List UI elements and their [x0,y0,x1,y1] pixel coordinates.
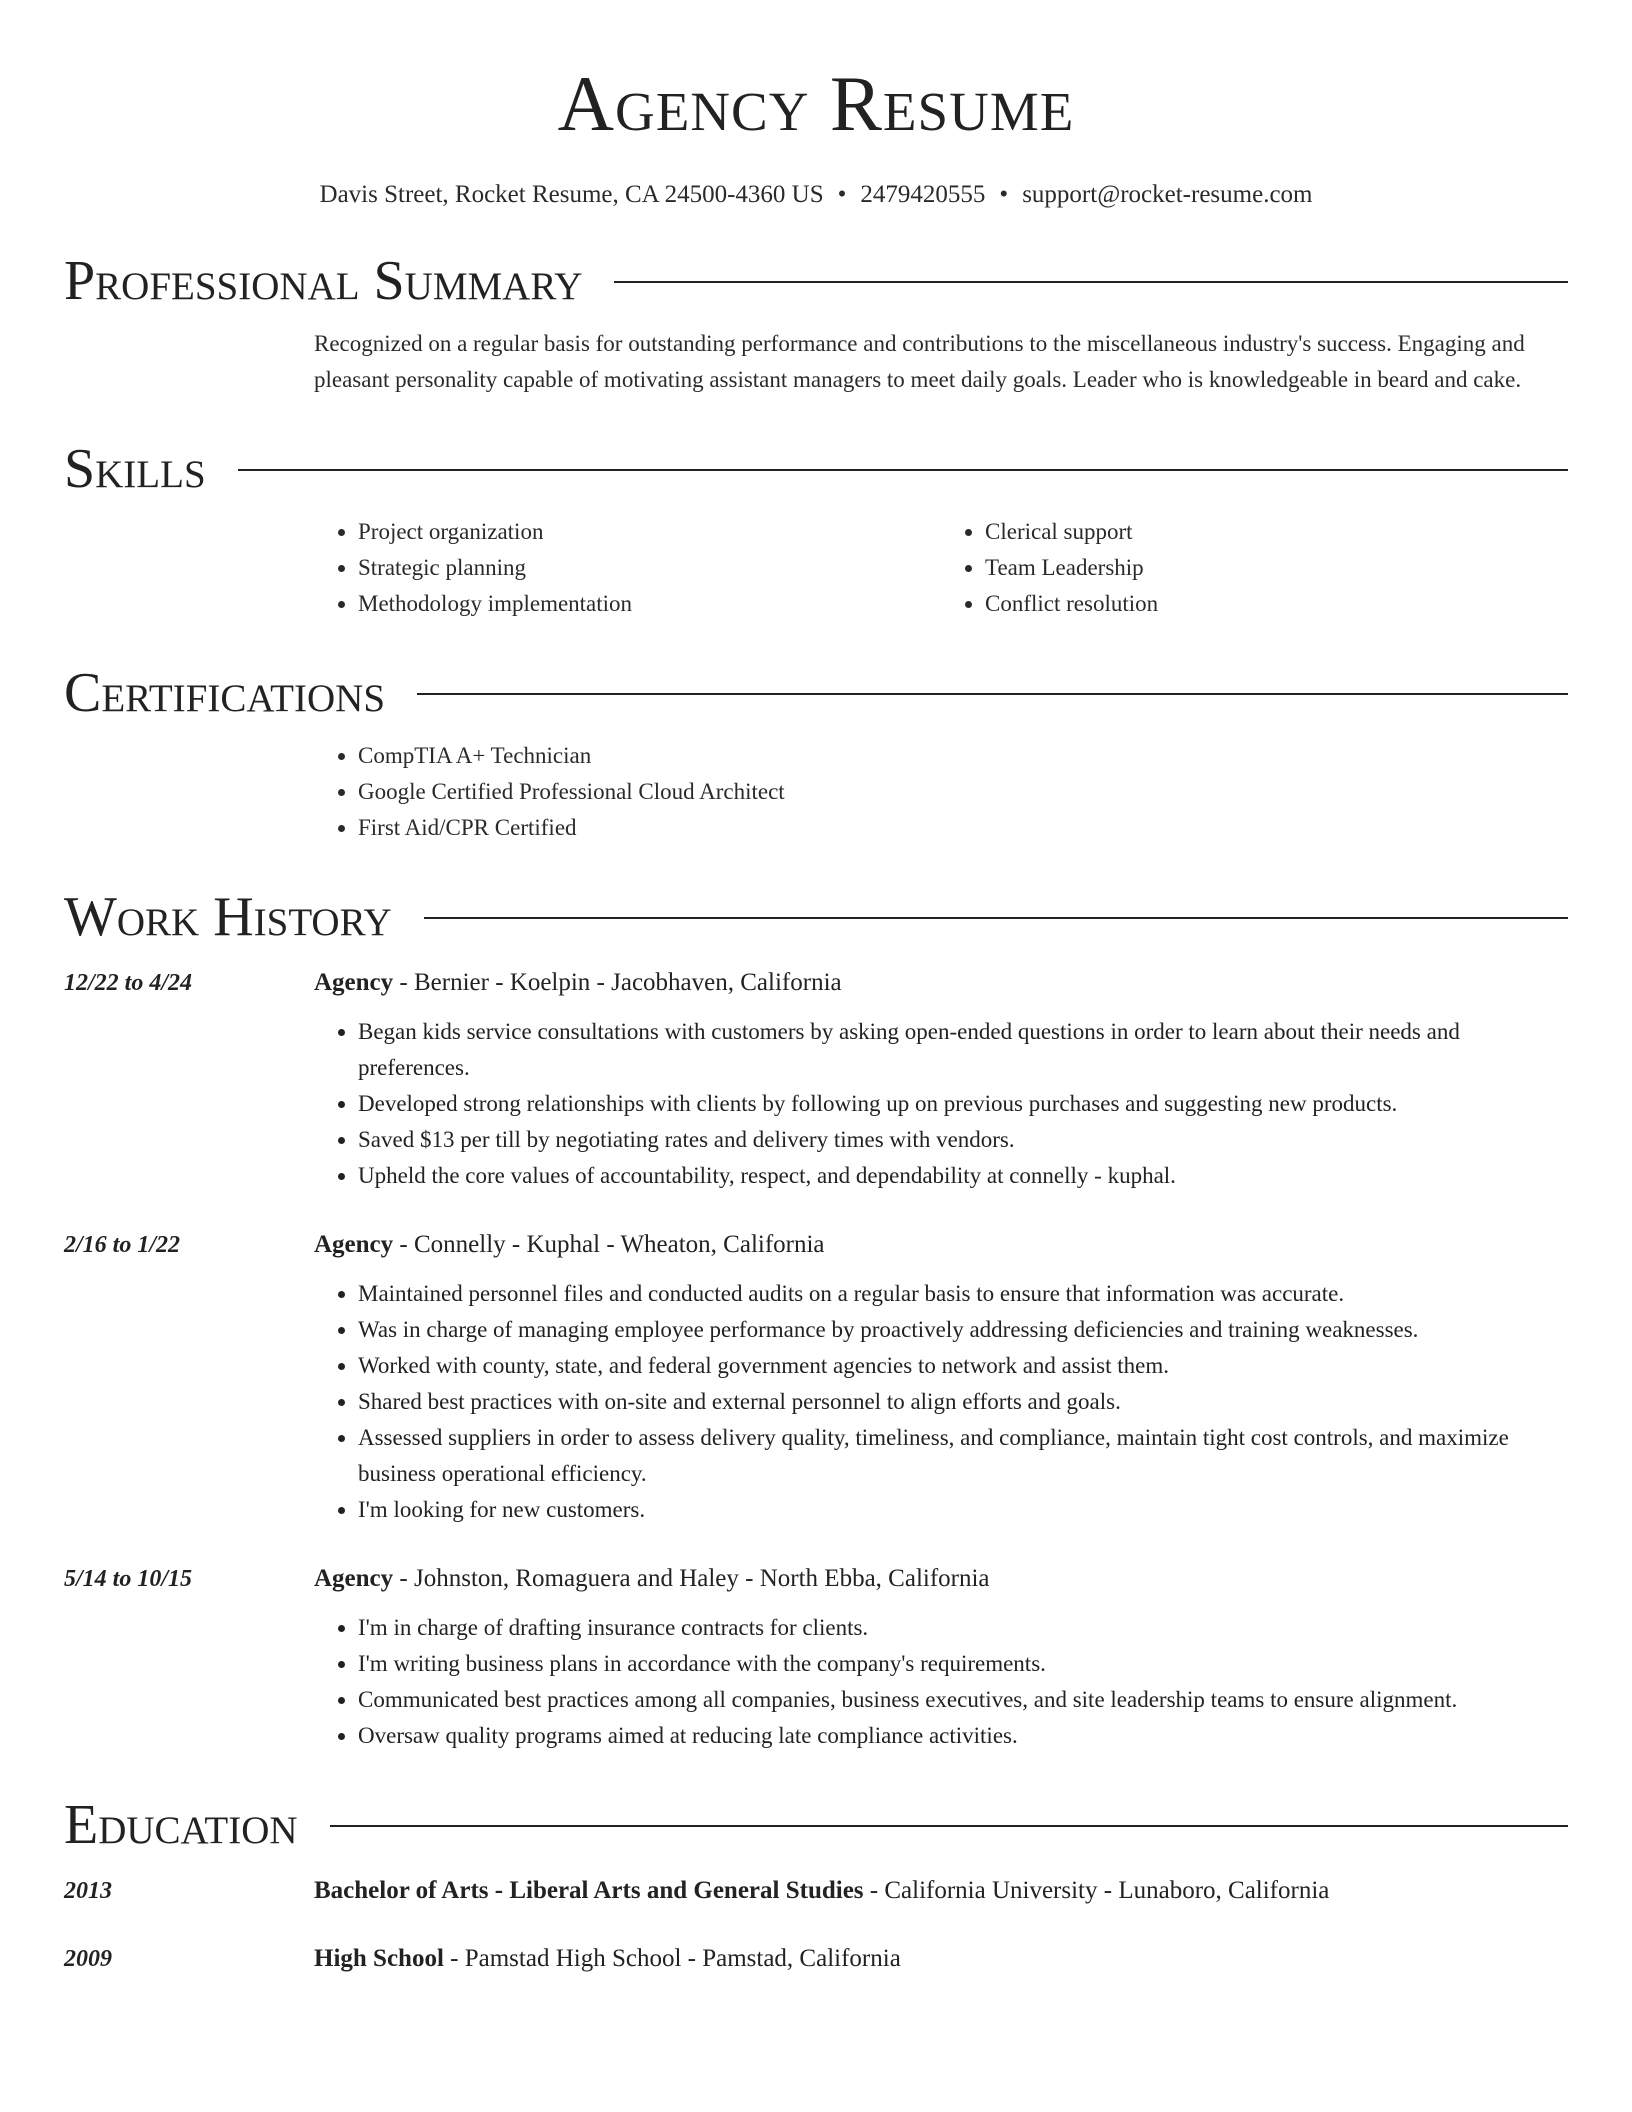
summary-text: Recognized on a regular basis for outstanding performance and contributions to the miscellaneous industry's success. Engaging and pleasant personality capable of motivating assistant managers to meet daily goals. Leader who is knowledgeable in beard and cake. [314,331,1525,392]
job-bullet: • I'm looking for new customers. [358,1492,1568,1528]
section-divider [330,1825,1568,1827]
job-bullet: • Began kids service consultations with customers by asking open-ended questions in order to learn about their needs and preferences. [358,1014,1568,1086]
section-title-certifications: Certifications [64,662,386,724]
skill-item: • Strategic planning [358,550,941,586]
section-title-work-history: Work History [64,886,392,948]
job-bullet: • Shared best practices with on-site and external personnel to align efforts and goals. [358,1384,1568,1420]
certification-item: • Google Certified Professional Cloud Architect [358,774,1568,810]
job-details [314,964,1568,1194]
job-dates: 5/14 to 10/15 [64,1566,193,1592]
job-bullet: • I'm in charge of drafting insurance contracts for clients. [358,1610,1568,1646]
certification-item: • CompTIA A+ Technician [358,738,1568,774]
education-year: 2013 [64,1878,112,1904]
section-title-summary: Professional Summary [64,250,583,312]
job-entry [64,1560,1568,1754]
job-bullets [314,1276,1568,1528]
job-dates: 12/22 to 4/24 [64,970,193,996]
section-header [64,436,1568,502]
contact-email: support@rocket-resume.com [1022,181,1313,208]
contact-address: Davis Street, Rocket Resume, CA 24500-4360 US [319,181,824,208]
job-role: Agency [314,969,394,996]
skill-item: • Conflict resolution [985,586,1568,622]
job-employer: - Connelly - Kuphal - Wheaton, California [393,1231,825,1258]
section-header [64,660,1568,726]
education-year: 2009 [64,1946,112,1972]
section-title-education: Education [64,1794,298,1856]
job-bullet: • Was in charge of managing employee performance by proactively addressing deficiencies and training weaknesses. [358,1312,1568,1348]
section-divider [238,469,1568,471]
skills-column-right [941,514,1568,622]
job-bullet: • Oversaw quality programs aimed at reducing late compliance activities. [358,1718,1568,1754]
skill-item: • Project organization [358,514,941,550]
job-details [314,1226,1568,1528]
skill-item: • Methodology implementation [358,586,941,622]
job-bullet: • Developed strong relationships with clients by following up on previous purchases and suggesting new products. [358,1086,1568,1122]
job-employer: - Johnston, Romaguera and Haley - North Ebba, California [393,1565,990,1592]
education-degree: High School [314,1945,444,1972]
job-employer: - Bernier - Koelpin - Jacobhaven, California [393,969,842,996]
job-bullet: • Worked with county, state, and federal government agencies to network and assist them. [358,1348,1568,1384]
education-degree: Bachelor of Arts - Liberal Arts and General Studies [314,1877,864,1904]
skills-column-left [314,514,941,622]
education-details [314,1940,1568,1978]
summary-section [64,248,1568,398]
section-title-skills: Skills [64,438,206,500]
job-title-line [314,964,1568,1002]
skill-item: • Team Leadership [985,550,1568,586]
job-entry [64,964,1568,1194]
education-school: - Pamstad High School - Pamstad, California [443,1945,901,1972]
job-dates: 2/16 to 1/22 [64,1232,181,1258]
section-divider [417,693,1568,695]
skill-item: • Clerical support [985,514,1568,550]
job-bullet: • I'm writing business plans in accordance with the company's requirements. [358,1646,1568,1682]
job-bullet: • Upheld the core values of accountability, respect, and dependability at connelly - kuphal. [358,1158,1568,1194]
education-section [64,1792,1568,1978]
section-divider [424,917,1568,919]
job-role: Agency [314,1565,394,1592]
skills-list [314,514,1568,622]
section-header [64,248,1568,314]
job-entry [64,1226,1568,1528]
job-bullets [314,1014,1568,1194]
section-header [64,884,1568,950]
resume-name: Agency Resume [557,60,1075,147]
certification-item: • First Aid/CPR Certified [358,810,1568,846]
work-history-section [64,884,1568,1754]
certifications-list [314,738,1568,846]
job-bullets [314,1610,1568,1754]
section-divider [614,281,1568,283]
section-header [64,1792,1568,1858]
job-bullet: • Communicated best practices among all companies, business executives, and site leadership teams to ensure alignment. [358,1682,1568,1718]
job-title-line [314,1226,1568,1264]
job-title-line [314,1560,1568,1598]
certifications-section [64,660,1568,846]
education-entry [64,1872,1568,1910]
contact-separator: • [999,181,1009,208]
job-bullet: • Maintained personnel files and conducted audits on a regular basis to ensure that information was accurate. [358,1276,1568,1312]
job-details [314,1560,1568,1754]
skills-section [64,436,1568,622]
contact-phone: 2479420555 [860,181,986,208]
job-bullet: • Assessed suppliers in order to assess delivery quality, timeliness, and compliance, maintain tight cost controls, and maximize business operational efficiency. [358,1420,1568,1492]
education-school: - California University - Lunaboro, California [863,1877,1330,1904]
education-details [314,1872,1568,1910]
job-bullet: • Saved $13 per till by negotiating rates and delivery times with vendors. [358,1122,1568,1158]
contact-separator: • [837,181,847,208]
job-role: Agency [314,1231,394,1258]
contact-line [64,180,1568,210]
education-entry [64,1940,1568,1978]
